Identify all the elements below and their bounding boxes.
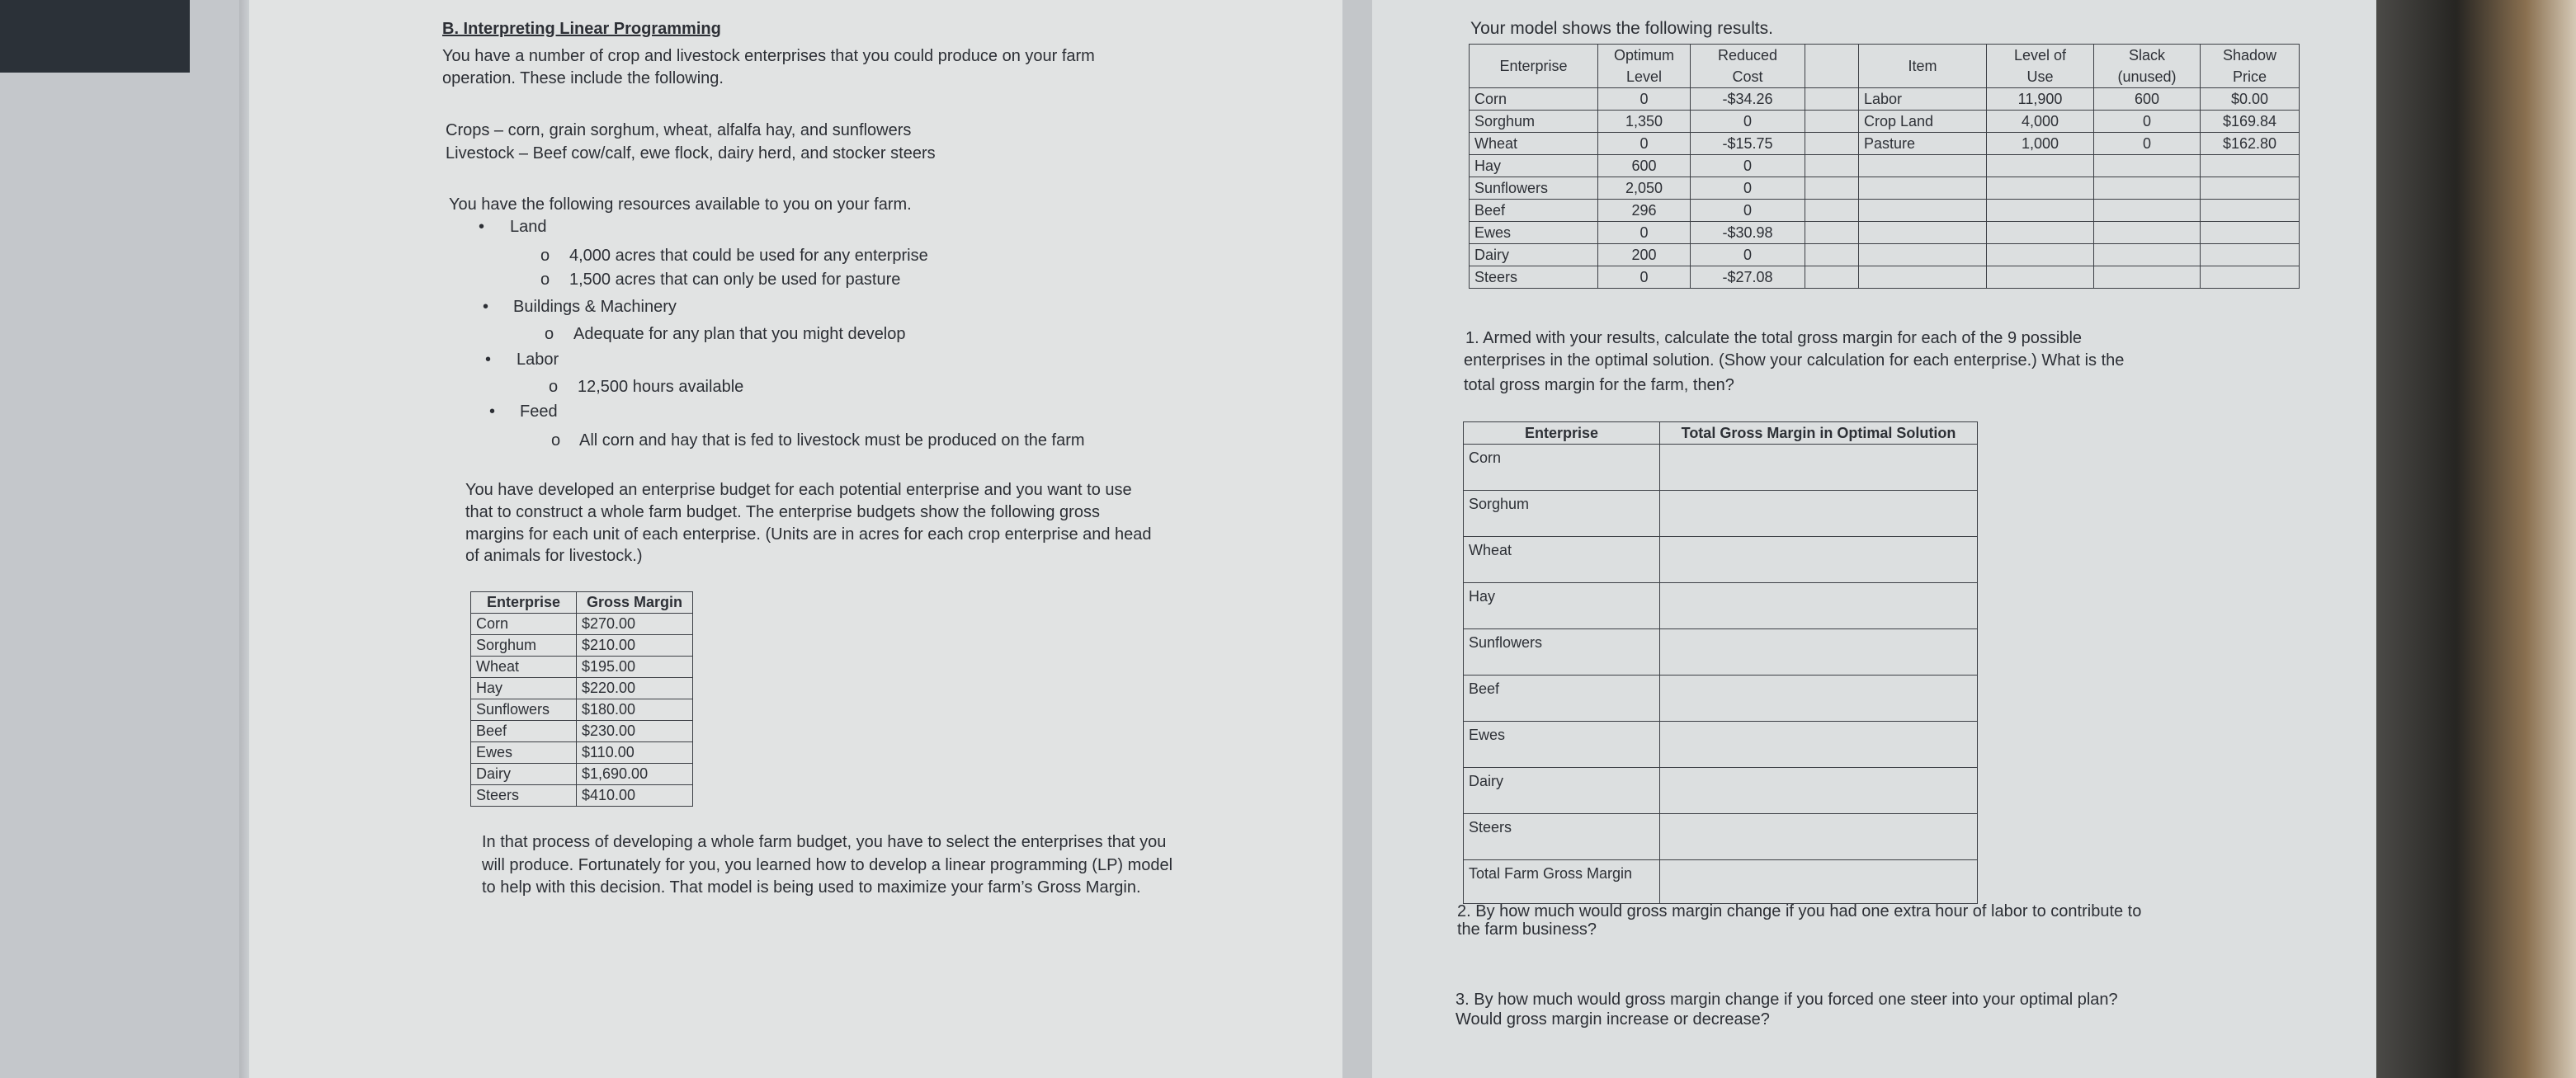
resource-feed-1: All corn and hay that is fed to livestock must be produced on the farm: [579, 431, 1085, 450]
gm-enterprise-cell: Ewes: [471, 742, 577, 764]
results-cell: 0: [1691, 155, 1805, 177]
results-cell: [1987, 155, 2094, 177]
results-cell: -$15.75: [1691, 133, 1805, 155]
answer-value-cell: [1660, 445, 1978, 491]
results-header-cell: [1805, 45, 1859, 88]
results-cell: Pasture: [1859, 133, 1987, 155]
results-cell: [2094, 222, 2201, 244]
answer-table-row: [1464, 722, 1978, 768]
results-header-cell: [1598, 45, 1691, 88]
gm-table-row: [471, 721, 693, 742]
answer-enterprise-cell: Steers: [1464, 814, 1660, 860]
answer-header-total-gm: Total Gross Margin in Optimal Solution: [1660, 422, 1978, 445]
answer-value-cell: [1660, 629, 1978, 676]
results-header-line-1: Reduced: [1717, 47, 1778, 64]
gm-table-row: [471, 657, 693, 678]
gm-table-row: [471, 678, 693, 699]
closing-para-line-2: will produce. Fortunately for you, you learned how to develop a linear programming (LP) model: [482, 856, 1173, 874]
question-1-line-2: enterprises in the optimal solution. (Show your calculation for each enterprise.) What is the: [1464, 351, 2125, 370]
gm-enterprise-cell: Hay: [471, 678, 577, 699]
question-2-line-2: the farm business?: [1457, 920, 1597, 939]
answer-table-row: [1464, 814, 1978, 860]
gm-enterprise-cell: Wheat: [471, 657, 577, 678]
circle-bullet-icon: o: [545, 325, 554, 343]
answer-value-cell: [1660, 537, 1978, 583]
intro-line-2: operation. These include the following.: [442, 69, 724, 87]
results-cell: 0: [1598, 88, 1691, 111]
gm-value-cell: $270.00: [577, 614, 693, 635]
results-cell: 0: [1598, 133, 1691, 155]
closing-para-line-3: to help with this decision. That model is being used to maximize your farm’s Gross Margin.: [482, 878, 1141, 897]
results-cell: [1859, 200, 1987, 222]
results-header-cell: [2201, 45, 2300, 88]
results-cell: $169.84: [2201, 111, 2300, 133]
results-header-row: [1470, 45, 2300, 88]
results-cell: 4,000: [1987, 111, 2094, 133]
circle-bullet-icon: o: [540, 247, 550, 265]
answer-enterprise-cell: Dairy: [1464, 768, 1660, 814]
results-cell: Sorghum: [1470, 111, 1598, 133]
results-cell: Steers: [1470, 266, 1598, 289]
results-cell: 0: [1691, 244, 1805, 266]
gm-value-cell: $195.00: [577, 657, 693, 678]
question-1-line-3: total gross margin for the farm, then?: [1464, 376, 1734, 394]
gm-value-cell: $110.00: [577, 742, 693, 764]
results-header-line-1: Item: [1908, 58, 1937, 74]
gm-value-cell: $180.00: [577, 699, 693, 721]
results-table-row: [1470, 155, 2300, 177]
gm-enterprise-cell: Steers: [471, 785, 577, 807]
resource-buildings: Buildings & Machinery: [513, 298, 677, 316]
results-cell: 0: [2094, 133, 2201, 155]
answer-enterprise-cell: Beef: [1464, 676, 1660, 722]
answer-header-enterprise: Enterprise: [1464, 422, 1660, 445]
gm-table-row: [471, 635, 693, 657]
answer-enterprise-cell: Hay: [1464, 583, 1660, 629]
budget-para-line-1: You have developed an enterprise budget for each potential enterprise and you want to use: [465, 481, 1132, 499]
crops-line: Crops – corn, grain sorghum, wheat, alfalfa hay, and sunflowers: [446, 121, 912, 139]
monitor-bezel: [2376, 0, 2576, 1078]
closing-para-line-1: In that process of developing a whole farm budget, you have to select the enterprises that you: [482, 833, 1167, 851]
resource-labor: Labor: [517, 351, 559, 369]
results-header-cell: [1691, 45, 1805, 88]
results-header-cell: [1987, 45, 2094, 88]
results-cell: [2094, 266, 2201, 289]
results-cell: Ewes: [1470, 222, 1598, 244]
gm-value-cell: $230.00: [577, 721, 693, 742]
budget-para-line-2: that to construct a whole farm budget. The enterprise budgets show the following gross: [465, 503, 1100, 521]
results-cell: Labor: [1859, 88, 1987, 111]
results-cell: [1987, 222, 2094, 244]
results-cell: Corn: [1470, 88, 1598, 111]
results-header-line-2: Cost: [1732, 68, 1763, 85]
results-cell: [1805, 177, 1859, 200]
results-header-cell: [1470, 45, 1598, 88]
results-cell: [2094, 177, 2201, 200]
results-cell: Crop Land: [1859, 111, 1987, 133]
results-cell: -$30.98: [1691, 222, 1805, 244]
results-cell: Hay: [1470, 155, 1598, 177]
answer-table-row: [1464, 537, 1978, 583]
results-cell: [1987, 200, 2094, 222]
answer-value-cell: [1660, 768, 1978, 814]
resource-labor-1: 12,500 hours available: [578, 378, 744, 396]
answer-enterprise-cell: Wheat: [1464, 537, 1660, 583]
results-title: Your model shows the following results.: [1470, 19, 1773, 38]
results-cell: 0: [1691, 111, 1805, 133]
results-cell: 11,900: [1987, 88, 2094, 111]
answer-table-row: [1464, 629, 1978, 676]
results-cell: [2201, 200, 2300, 222]
results-header-cell: [2094, 45, 2201, 88]
intro-line-1: You have a number of crop and livestock enterprises that you could produce on your farm: [442, 47, 1095, 65]
results-cell: -$34.26: [1691, 88, 1805, 111]
answer-value-cell: [1660, 491, 1978, 537]
gross-margin-table: [470, 591, 693, 807]
results-cell: [1805, 200, 1859, 222]
answer-table-row: [1464, 768, 1978, 814]
results-table-row: [1470, 244, 2300, 266]
results-cell: [1805, 133, 1859, 155]
results-cell: 200: [1598, 244, 1691, 266]
results-cell: [2201, 266, 2300, 289]
question-3-line-2: Would gross margin increase or decrease?: [1455, 1010, 1770, 1029]
results-table-row: [1470, 177, 2300, 200]
results-header-line-1: Level of: [2013, 47, 2067, 64]
results-cell: [2094, 200, 2201, 222]
livestock-line: Livestock – Beef cow/calf, ewe flock, dairy herd, and stocker steers: [446, 144, 936, 162]
results-cell: [1805, 266, 1859, 289]
gm-value-cell: $1,690.00: [577, 764, 693, 785]
results-header-line-1: Shadow: [2222, 47, 2277, 64]
results-cell: [1859, 266, 1987, 289]
results-cell: [2094, 155, 2201, 177]
results-cell: [1805, 244, 1859, 266]
results-table-row: [1470, 111, 2300, 133]
gm-enterprise-cell: Dairy: [471, 764, 577, 785]
question-3-line-1: 3. By how much would gross margin change if you forced one steer into your optimal plan?: [1455, 991, 2118, 1009]
question-1-line-1: 1. Armed with your results, calculate the total gross margin for each of the 9 possible: [1465, 329, 2083, 347]
left-margin: [0, 0, 248, 1078]
results-cell: [1859, 222, 1987, 244]
budget-para-line-3: margins for each unit of each enterprise. (Units are in acres for each crop enterprise and head: [465, 525, 1152, 544]
resource-land-1: 4,000 acres that could be used for any enterprise: [569, 247, 928, 265]
results-cell: 0: [1691, 177, 1805, 200]
results-cell: Wheat: [1470, 133, 1598, 155]
gm-table-row: [471, 699, 693, 721]
answer-table-row: [1464, 491, 1978, 537]
results-cell: [1859, 244, 1987, 266]
answer-enterprise-cell: Corn: [1464, 445, 1660, 491]
resource-feed: Feed: [520, 402, 558, 421]
results-header-line-2: Use: [2026, 68, 2054, 85]
results-header-cell: [1859, 45, 1987, 88]
gm-table-row: [471, 614, 693, 635]
gm-value-cell: $220.00: [577, 678, 693, 699]
results-cell: 296: [1598, 200, 1691, 222]
gm-table-row: [471, 785, 693, 807]
answer-value-cell: [1660, 583, 1978, 629]
results-cell: 600: [1598, 155, 1691, 177]
answer-table-row: [1464, 676, 1978, 722]
answer-value-cell: [1660, 676, 1978, 722]
gm-header-gross-margin: Gross Margin: [577, 592, 693, 614]
results-cell: 0: [1691, 200, 1805, 222]
results-header-line-2: Level: [1625, 68, 1663, 85]
results-table-row: [1470, 266, 2300, 289]
results-table-row: [1470, 222, 2300, 244]
results-table-row: [1470, 200, 2300, 222]
results-cell: 2,050: [1598, 177, 1691, 200]
circle-bullet-icon: o: [540, 271, 550, 289]
section-heading: B. Interpreting Linear Programming: [442, 20, 721, 38]
answer-enterprise-cell: Sunflowers: [1464, 629, 1660, 676]
answer-value-cell: [1660, 814, 1978, 860]
resource-buildings-1: Adequate for any plan that you might develop: [573, 325, 906, 343]
resource-land: Land: [510, 218, 547, 236]
results-cell: 600: [2094, 88, 2201, 111]
results-cell: [2201, 177, 2300, 200]
results-header-line-1: Slack: [2128, 47, 2165, 64]
results-cell: 0: [1598, 266, 1691, 289]
results-cell: [1987, 244, 2094, 266]
answer-enterprise-cell: Sorghum: [1464, 491, 1660, 537]
bullet-icon: •: [485, 351, 492, 369]
results-cell: 1,000: [1987, 133, 2094, 155]
resources-intro: You have the following resources available to you on your farm.: [449, 195, 912, 214]
results-cell: [2201, 155, 2300, 177]
results-cell: -$27.08: [1691, 266, 1805, 289]
budget-para-line-4: of animals for livestock.): [465, 547, 643, 565]
results-cell: [1805, 111, 1859, 133]
resource-land-2: 1,500 acres that can only be used for pasture: [569, 271, 901, 289]
gm-value-cell: $210.00: [577, 635, 693, 657]
answer-table: [1463, 421, 1978, 904]
gm-table-row: [471, 742, 693, 764]
bullet-icon: •: [479, 218, 485, 236]
gm-enterprise-cell: Beef: [471, 721, 577, 742]
answer-table-row: [1464, 445, 1978, 491]
results-cell: Beef: [1470, 200, 1598, 222]
answer-value-cell: [1660, 860, 1978, 904]
results-cell: [1805, 155, 1859, 177]
results-cell: [2201, 222, 2300, 244]
results-cell: 0: [1598, 222, 1691, 244]
gm-table-row: [471, 764, 693, 785]
results-header-line-1: Enterprise: [1499, 58, 1568, 74]
gm-enterprise-cell: Sorghum: [471, 635, 577, 657]
dark-toolbar-strip: [0, 0, 190, 73]
results-cell: Dairy: [1470, 244, 1598, 266]
circle-bullet-icon: o: [551, 431, 561, 450]
results-cell: 0: [2094, 111, 2201, 133]
results-cell: [1805, 88, 1859, 111]
question-2-line-1: 2. By how much would gross margin change if you had one extra hour of labor to contribute to: [1457, 902, 2142, 920]
answer-table-row: [1464, 583, 1978, 629]
results-cell: [2201, 244, 2300, 266]
answer-enterprise-cell: Total Farm Gross Margin: [1464, 860, 1660, 904]
gm-value-cell: $410.00: [577, 785, 693, 807]
answer-value-cell: [1660, 722, 1978, 768]
results-header-line-2: Price: [2232, 68, 2267, 85]
bullet-icon: •: [483, 298, 489, 316]
results-table-row: [1470, 133, 2300, 155]
results-cell: [1987, 177, 2094, 200]
results-cell: $0.00: [2201, 88, 2300, 111]
results-header-line-1: Optimum: [1613, 47, 1674, 64]
gm-enterprise-cell: Corn: [471, 614, 577, 635]
results-cell: [1859, 177, 1987, 200]
results-cell: [1859, 155, 1987, 177]
results-cell: [1805, 222, 1859, 244]
answer-enterprise-cell: Ewes: [1464, 722, 1660, 768]
results-header-line-2: (unused): [2117, 68, 2177, 85]
page-gutter: [1342, 0, 1372, 1078]
results-cell: Sunflowers: [1470, 177, 1598, 200]
results-table-row: [1470, 88, 2300, 111]
results-cell: [2094, 244, 2201, 266]
bullet-icon: •: [489, 402, 496, 421]
results-cell: 1,350: [1598, 111, 1691, 133]
gm-enterprise-cell: Sunflowers: [471, 699, 577, 721]
gm-header-enterprise: Enterprise: [471, 592, 577, 614]
results-cell: [1987, 266, 2094, 289]
lp-results-table: [1469, 44, 2300, 289]
circle-bullet-icon: o: [549, 378, 559, 396]
answer-table-row: [1464, 860, 1978, 904]
results-cell: $162.80: [2201, 133, 2300, 155]
